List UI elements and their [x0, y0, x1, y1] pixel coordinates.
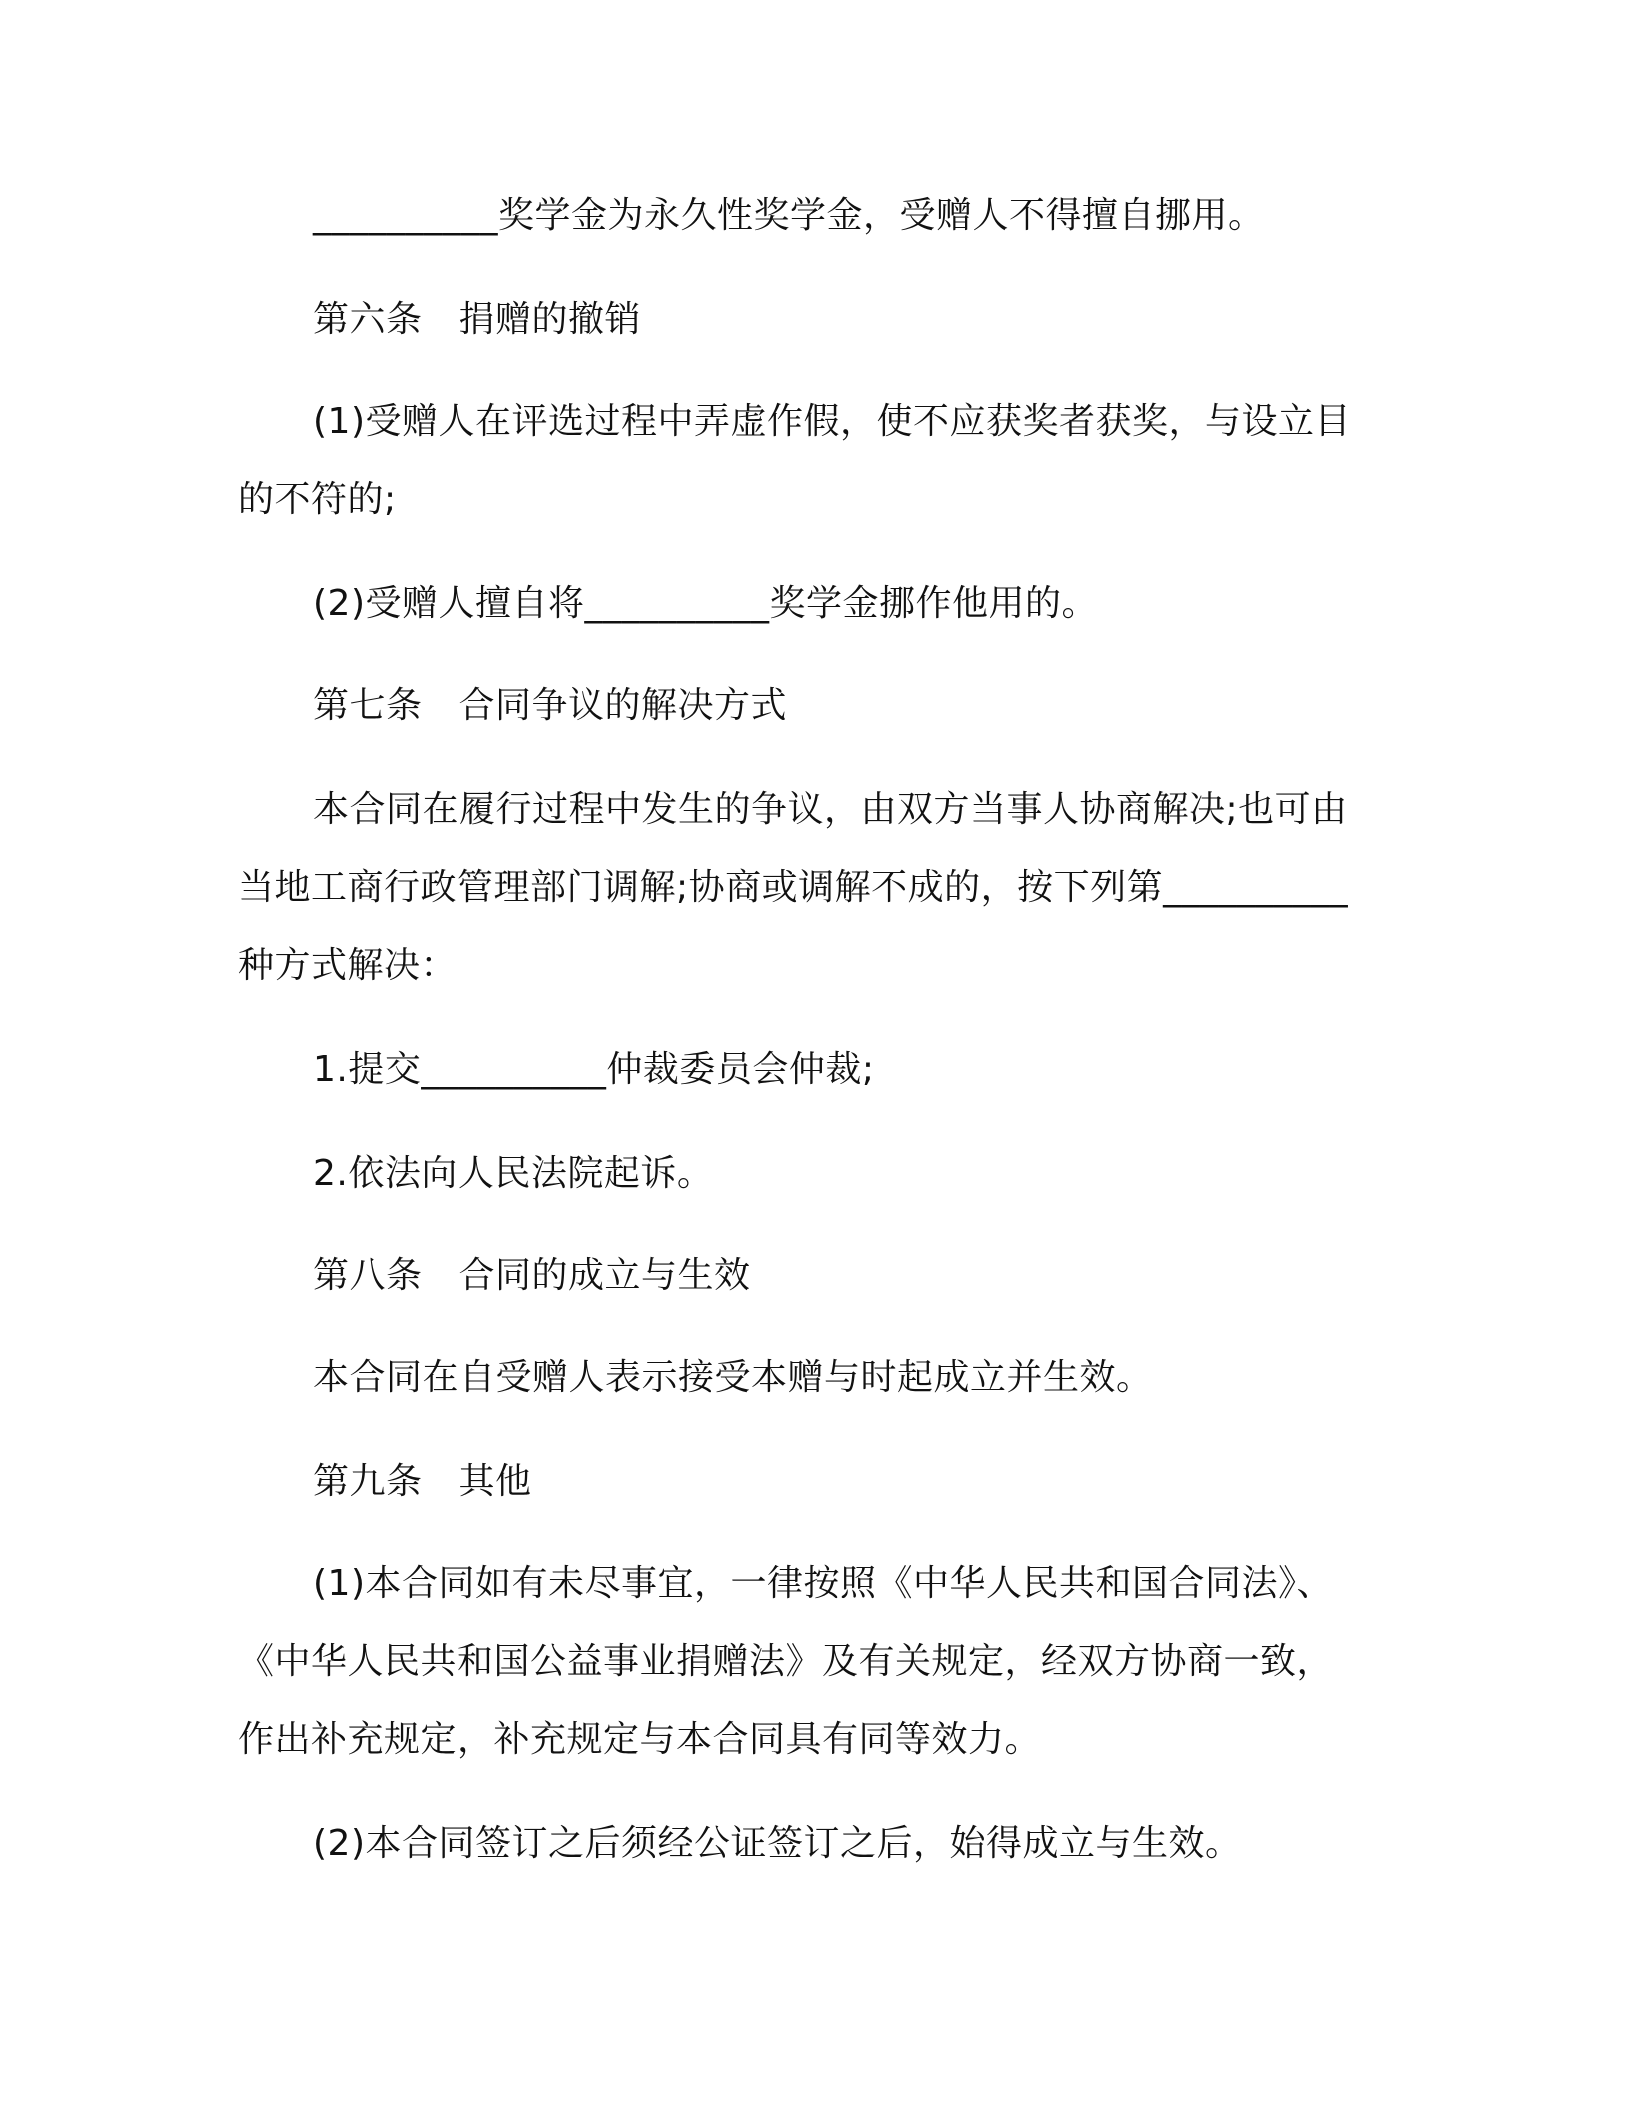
article-7-body-line-2: 当地工商行政管理部门调解;协商或调解不成的，按下列第__________ [238, 867, 1349, 908]
article-9-item-1-line-2: 《中华人民共和国公益事业捐赠法》及有关规定，经双方协商一致， [238, 1641, 1334, 1682]
article-6-heading [313, 294, 641, 346]
article-9-item-1-line-3: 作出补充规定，补充规定与本合同具有同等效力。 [238, 1719, 1042, 1760]
article-6-item-1-line-1: (1)受赠人在评选过程中弄虚作假，使不应获奖者获奖，与设立目 [313, 401, 1351, 442]
article-9-item-1-line-1: (1)本合同如有未尽事宜，一律按照《中华人民共和国合同法》、 [313, 1563, 1333, 1604]
article-7-number: 第七条 [313, 685, 423, 726]
article-8-number: 第八条 [313, 1255, 423, 1296]
article-6-item-1-line-2: 的不符的; [238, 479, 397, 520]
article-8-title: 合同的成立与生效 [458, 1255, 751, 1296]
article-9-number: 第九条 [313, 1461, 423, 1502]
article-6-item-2: (2)受赠人擅自将__________奖学金挪作他用的。 [313, 583, 1098, 624]
article-7-option-2: 2.依法向人民法院起诉。 [313, 1153, 714, 1194]
article-8-body: 本合同在自受赠人表示接受本赠与时起成立并生效。 [313, 1357, 1153, 1398]
article-7-heading [313, 680, 787, 732]
article-9-heading [313, 1456, 532, 1508]
article-7-title: 合同争议的解决方式 [458, 685, 788, 726]
article-7-body-line-3: 种方式解决： [238, 945, 458, 986]
article-8-heading [313, 1250, 751, 1302]
article-6-title: 捐赠的撤销 [458, 299, 642, 340]
article-9-title: 其他 [458, 1461, 532, 1502]
article-9-item-2: (2)本合同签订之后须经公证签订之后，始得成立与生效。 [313, 1823, 1242, 1864]
article-6-number: 第六条 [313, 299, 423, 340]
article-7-option-1: 1.提交__________仲裁委员会仲裁; [313, 1049, 875, 1090]
article-7-body-line-1: 本合同在履行过程中发生的争议，由双方当事人协商解决;也可由 [313, 789, 1348, 830]
clause-permanent-scholarship: __________奖学金为永久性奖学金，受赠人不得擅自挪用。 [313, 195, 1265, 236]
